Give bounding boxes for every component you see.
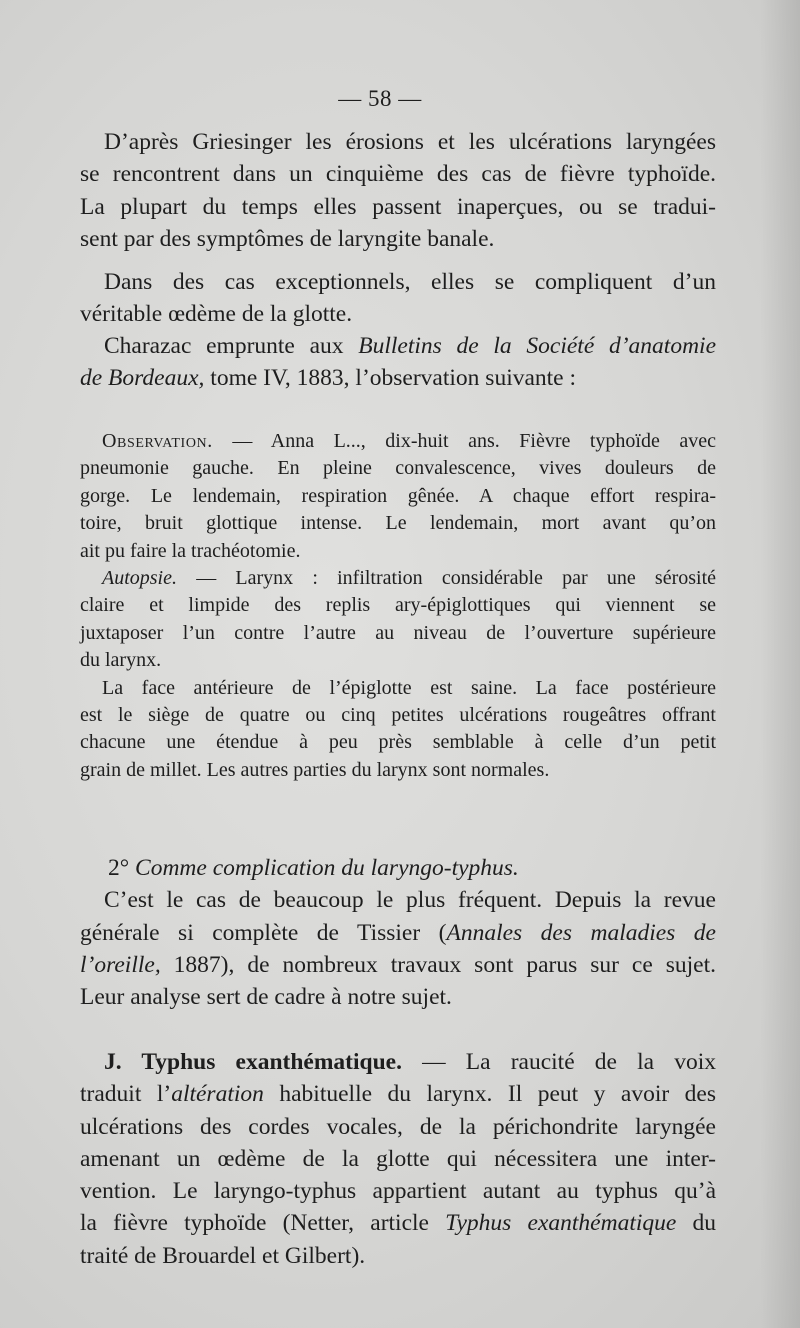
text-line: D’après Griesinger les érosions et les ulcérations laryngées (104, 129, 716, 155)
text-line: juxtaposer l’un contre l’autre au niveau de l’ouverture supérieure (80, 621, 716, 644)
paragraph-charazac (80, 330, 716, 395)
page-number: — 58 — (338, 86, 422, 111)
section-heading (80, 852, 716, 884)
text-line (80, 1078, 716, 1110)
text-line: pneumonie gauche. En pleine convalescence, vives douleurs de (80, 457, 716, 480)
text-line: est le siège de quatre ou cinq petites ulcérations rougeâtres offrant (80, 704, 716, 727)
text-line: sent par des symptômes de laryngite banale. (80, 225, 495, 252)
text-line: gorge. Le lendemain, respiration gênée. A chaque effort respira- (80, 484, 716, 507)
text-run: 1887), de nombreux travaux sont parus sur ce sujet. (160, 951, 716, 978)
text-line (80, 1207, 716, 1239)
observation-block (80, 428, 716, 784)
text-run: habituelle du larynx. Il peut y avoir des (263, 1081, 716, 1108)
text-line: C’est le cas de beaucoup le plus fréquent. Depuis la revue (104, 887, 716, 914)
text-line: claire et limpide des replis ary-épiglottiques qui viennent se (80, 594, 716, 617)
text-line: véritable œdème de la glotte. (80, 301, 353, 328)
autopsie-label: Autopsie. (102, 567, 177, 590)
citation-bordeaux: de Bordeaux, (80, 365, 205, 392)
paragraph-exceptionnels (80, 266, 716, 331)
citation-typhus: Typhus exanthématique (445, 1210, 677, 1237)
text-line: traité de Brouardel et Gilbert). (80, 1242, 366, 1269)
text-run: tome IV, 1883, l’observation suivante : (204, 365, 577, 392)
text-line: ulcérations des cordes vocales, de la périchondrite laryngée (80, 1113, 716, 1140)
text-run: — Larynx : infiltration considérable par une sérosité (177, 567, 716, 590)
text-line (80, 917, 716, 949)
text-line: ait pu faire la trachéotomie. (80, 539, 301, 562)
text-run: traduit l’ (80, 1081, 172, 1108)
text-line (80, 362, 716, 394)
text-run: Charazac emprunte aux (104, 333, 359, 359)
paragraph-griesinger (80, 126, 716, 255)
page-edge-shadow (760, 0, 800, 1328)
text-line: La face antérieure de l’épiglotte est saine. La face postérieure (102, 676, 716, 699)
text-line: Dans des cas exceptionnels, elles se compliquent d’un (104, 269, 716, 295)
text-line: toire, bruit glottique intense. Le lendemain, mort avant qu’on (80, 512, 716, 535)
citation-bulletins: Bulletins de la Société d’anatomie (358, 333, 716, 359)
text-line: La plupart du temps elles passent inaperçues, ou se tradui- (80, 193, 716, 220)
section-laryngo-typhus (80, 852, 716, 1013)
text-line (80, 428, 716, 455)
text-line (80, 949, 716, 981)
text-line: amenant un œdème de la glotte qui nécessitera une inter- (80, 1145, 716, 1172)
paragraph-typhus-exanthematique (80, 1046, 716, 1272)
observation-label: Observation. (102, 430, 213, 452)
text-line: chacune une étendue à peu près semblable à celle d’un petit (80, 731, 716, 754)
heading-number: 2° (108, 855, 130, 881)
heading-text: Comme complication du laryngo-typhus. (129, 855, 519, 881)
text-line: vention. Le laryngo-typhus appartient autant au typhus qu’à (80, 1178, 716, 1205)
text-run: générale si complète de Tissier ( (80, 919, 447, 946)
text-line (80, 330, 716, 362)
text-run: du (676, 1210, 717, 1237)
citation-oreille: l’oreille, (80, 951, 161, 978)
text-line: se rencontrent dans un cinquième des cas de fièvre typhoïde. (80, 161, 716, 188)
emphasis-alteration: altération (171, 1081, 264, 1108)
text-line: Leur analyse sert de cadre à notre sujet. (80, 984, 452, 1011)
typhus-heading: J. Typhus exanthématique. (104, 1049, 402, 1075)
text-line (80, 565, 716, 592)
text-run: — La raucité de la voix (401, 1049, 716, 1075)
text-run: la fièvre typhoïde (Netter, article (80, 1210, 446, 1237)
text-run: — Anna L..., dix-huit ans. Fièvre typhoïde avec (212, 430, 716, 452)
text-line (80, 1046, 716, 1078)
text-line: grain de millet. Les autres parties du larynx sont normales. (80, 758, 550, 781)
citation-annales: Annales des maladies de (446, 919, 716, 946)
text-line: du larynx. (80, 649, 162, 672)
